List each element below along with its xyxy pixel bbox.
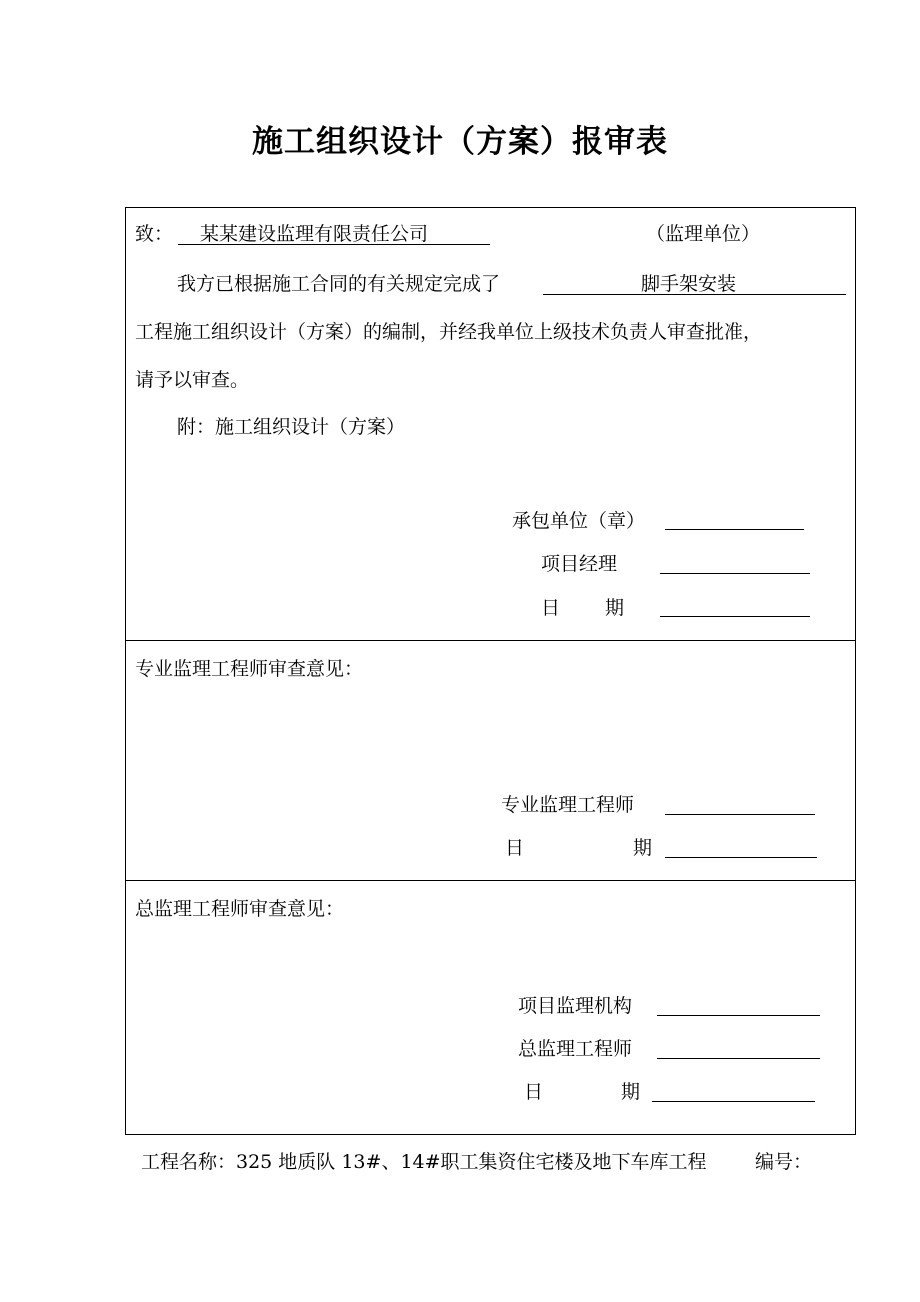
- chief-engineer-label: 总监理工程师: [518, 1038, 633, 1060]
- section-divider-1: [125, 640, 856, 641]
- to-label: 致：: [135, 223, 174, 245]
- supervision-unit-suffix: （监理单位）: [646, 223, 761, 245]
- date-line[interactable]: [652, 1101, 815, 1102]
- supervision-company-field[interactable]: 某某建设监理有限责任公司: [200, 223, 429, 245]
- document-number-label: 编号：: [755, 1151, 813, 1173]
- specialist-review-heading: 专业监理工程师审查意见：: [135, 658, 364, 680]
- date-label-day: 日: [541, 597, 561, 619]
- form-title: 施工组织设计（方案）报审表: [252, 124, 668, 160]
- supervision-company-underline: [178, 244, 490, 245]
- chief-review-heading: 总监理工程师审查意见：: [135, 898, 345, 920]
- supervision-org-label: 项目监理机构: [518, 995, 633, 1017]
- date-label-day: 日: [524, 1081, 544, 1103]
- specialist-engineer-signature-line[interactable]: [665, 814, 815, 815]
- specialist-engineer-label: 专业监理工程师: [501, 794, 635, 816]
- statement-line-3: 请予以审查。: [135, 369, 250, 391]
- date-label-period: 期: [605, 597, 625, 619]
- project-name: 工程名称：325 地质队 13#、14#职工集资住宅楼及地下车库工程: [141, 1151, 707, 1173]
- date-line[interactable]: [660, 616, 810, 617]
- section-divider-2: [125, 880, 856, 881]
- work-item-underline: [543, 294, 846, 295]
- work-item-field[interactable]: 脚手架安装: [641, 273, 737, 295]
- supervision-org-signature-line[interactable]: [657, 1015, 820, 1016]
- chief-engineer-signature-line[interactable]: [657, 1058, 820, 1059]
- date-label-period: 期: [633, 837, 653, 859]
- project-manager-signature-line[interactable]: [660, 573, 810, 574]
- contractor-label: 承包单位（章）: [512, 510, 646, 532]
- attachment-note: 附：施工组织设计（方案）: [177, 416, 406, 438]
- statement-line-2: 工程施工组织设计（方案）的编制，并经我单位上级技术负责人审查批准，: [135, 321, 763, 343]
- chief-review-opinion-area[interactable]: [135, 930, 835, 990]
- date-label-day: 日: [505, 837, 525, 859]
- date-label-period: 期: [621, 1081, 641, 1103]
- project-manager-label: 项目经理: [541, 553, 618, 575]
- statement-intro: 我方已根据施工合同的有关规定完成了: [177, 273, 501, 295]
- contractor-signature-line[interactable]: [665, 529, 804, 530]
- specialist-review-opinion-area[interactable]: [135, 690, 835, 790]
- date-line[interactable]: [665, 857, 817, 858]
